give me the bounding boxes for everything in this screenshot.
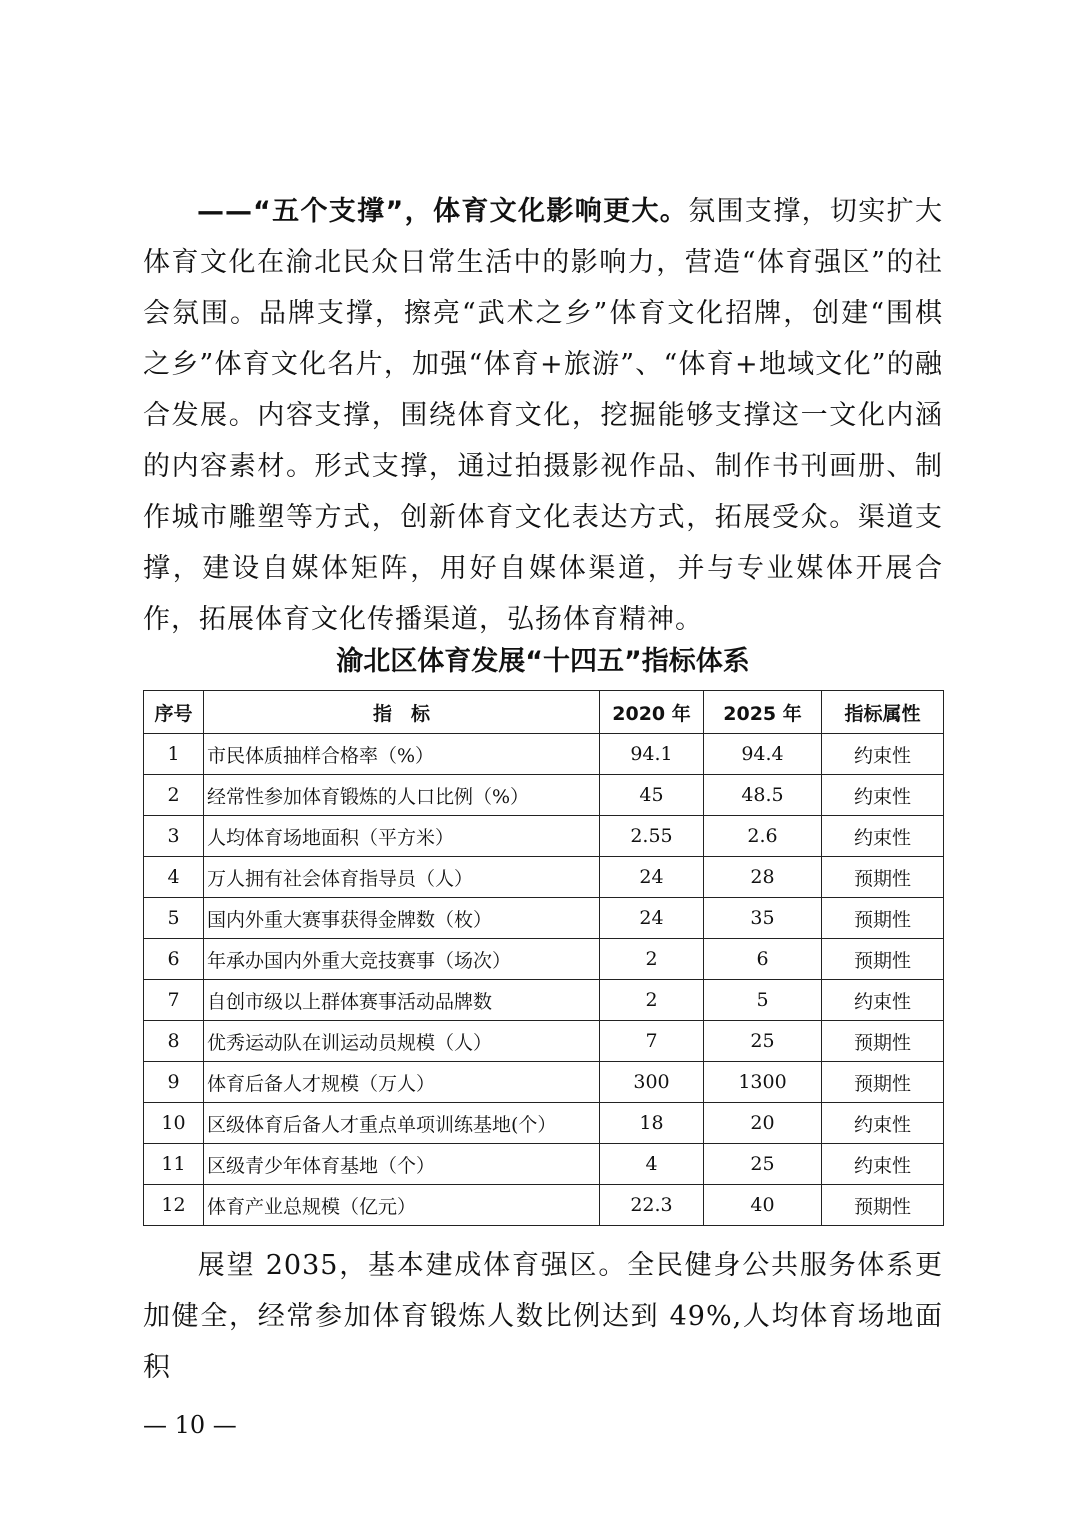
table-row bbox=[144, 734, 944, 775]
cell-2020: 18 bbox=[600, 1103, 704, 1144]
col-header-2020: 2020 年 bbox=[600, 691, 704, 734]
cell-attribute: 预期性 bbox=[822, 1185, 944, 1226]
table-row bbox=[144, 898, 944, 939]
table-row bbox=[144, 775, 944, 816]
cell-attribute: 约束性 bbox=[822, 816, 944, 857]
cell-indicator: 经常性参加体育锻炼的人口比例（%） bbox=[204, 775, 600, 816]
table-header-row bbox=[144, 691, 944, 734]
cell-index: 3 bbox=[144, 816, 204, 857]
cell-2020: 2 bbox=[600, 980, 704, 1021]
cell-2020: 22.3 bbox=[600, 1185, 704, 1226]
cell-attribute: 预期性 bbox=[822, 939, 944, 980]
cell-2020: 4 bbox=[600, 1144, 704, 1185]
cell-indicator: 体育产业总规模（亿元） bbox=[204, 1185, 600, 1226]
cell-index: 6 bbox=[144, 939, 204, 980]
cell-attribute: 约束性 bbox=[822, 980, 944, 1021]
table-row bbox=[144, 1103, 944, 1144]
cell-2025: 6 bbox=[704, 939, 822, 980]
intro-paragraph bbox=[143, 186, 943, 645]
cell-2020: 2.55 bbox=[600, 816, 704, 857]
cell-index: 7 bbox=[144, 980, 204, 1021]
cell-2020: 7 bbox=[600, 1021, 704, 1062]
cell-attribute: 约束性 bbox=[822, 734, 944, 775]
cell-index: 4 bbox=[144, 857, 204, 898]
col-header-attribute: 指标属性 bbox=[822, 691, 944, 734]
cell-index: 1 bbox=[144, 734, 204, 775]
cell-index: 8 bbox=[144, 1021, 204, 1062]
cell-indicator: 自创市级以上群体赛事活动品牌数 bbox=[204, 980, 600, 1021]
cell-index: 11 bbox=[144, 1144, 204, 1185]
cell-index: 12 bbox=[144, 1185, 204, 1226]
cell-index: 9 bbox=[144, 1062, 204, 1103]
cell-2020: 94.1 bbox=[600, 734, 704, 775]
intro-lead: ——“五个支撑”，体育文化影响更大。 bbox=[197, 196, 689, 227]
cell-attribute: 约束性 bbox=[822, 775, 944, 816]
table-row bbox=[144, 980, 944, 1021]
indicator-table bbox=[143, 690, 944, 1226]
cell-indicator: 国内外重大赛事获得金牌数（枚） bbox=[204, 898, 600, 939]
cell-attribute: 预期性 bbox=[822, 1062, 944, 1103]
cell-indicator: 区级青少年体育基地（个） bbox=[204, 1144, 600, 1185]
table-row bbox=[144, 1021, 944, 1062]
cell-2025: 5 bbox=[704, 980, 822, 1021]
cell-2020: 45 bbox=[600, 775, 704, 816]
table-title: 渝北区体育发展“十四五”指标体系 bbox=[336, 646, 750, 677]
cell-attribute: 约束性 bbox=[822, 1144, 944, 1185]
cell-2025: 35 bbox=[704, 898, 822, 939]
col-header-2025: 2025 年 bbox=[704, 691, 822, 734]
table-row bbox=[144, 816, 944, 857]
cell-indicator: 优秀运动队在训运动员规模（人） bbox=[204, 1021, 600, 1062]
cell-indicator: 万人拥有社会体育指导员（人） bbox=[204, 857, 600, 898]
table-row bbox=[144, 939, 944, 980]
cell-2020: 2 bbox=[600, 939, 704, 980]
cell-attribute: 预期性 bbox=[822, 1021, 944, 1062]
table-row bbox=[144, 1144, 944, 1185]
cell-attribute: 预期性 bbox=[822, 898, 944, 939]
cell-2020: 300 bbox=[600, 1062, 704, 1103]
cell-attribute: 约束性 bbox=[822, 1103, 944, 1144]
cell-2020: 24 bbox=[600, 857, 704, 898]
col-header-indicator: 指 标 bbox=[204, 691, 600, 734]
outlook-paragraph bbox=[143, 1240, 943, 1393]
cell-2025: 94.4 bbox=[704, 734, 822, 775]
cell-attribute: 预期性 bbox=[822, 857, 944, 898]
outlook-text: 展望 2035，基本建成体育强区。全民健身公共服务体系更加健全，经常参加体育锻炼人数比例达到 49%,人均体育场地面积 bbox=[143, 1250, 943, 1383]
intro-body: 氛围支撑，切实扩大体育文化在渝北民众日常生活中的影响力，营造“体育强区”的社会氛围。品牌支撑，擦亮“武术之乡”体育文化招牌，创建“围棋之乡”体育文化名片，加强“体育+旅游”、“体育+地域文化”的融合发展。内容支撑，围绕体育文化，挖掘能够支撑这一文化内涵的内容素材。形式支撑，通过拍摄影视作品、制作书刊画册、制作城市雕塑等方式，创新体育文化表达方式，拓展受众。渠道支撑，建设自媒体矩阵，用好自媒体渠道，并与专业媒体开展合作，拓展体育文化传播渠道，弘扬体育精神。 bbox=[143, 196, 943, 635]
cell-2020: 24 bbox=[600, 898, 704, 939]
cell-index: 2 bbox=[144, 775, 204, 816]
page-number: — 10 — bbox=[143, 1411, 237, 1439]
table-row bbox=[144, 1062, 944, 1103]
cell-index: 10 bbox=[144, 1103, 204, 1144]
cell-2025: 20 bbox=[704, 1103, 822, 1144]
cell-2025: 1300 bbox=[704, 1062, 822, 1103]
table-row bbox=[144, 857, 944, 898]
cell-2025: 2.6 bbox=[704, 816, 822, 857]
cell-2025: 28 bbox=[704, 857, 822, 898]
cell-2025: 48.5 bbox=[704, 775, 822, 816]
table-row bbox=[144, 1185, 944, 1226]
cell-indicator: 年承办国内外重大竞技赛事（场次） bbox=[204, 939, 600, 980]
cell-index: 5 bbox=[144, 898, 204, 939]
cell-indicator: 市民体质抽样合格率（%） bbox=[204, 734, 600, 775]
cell-2025: 25 bbox=[704, 1021, 822, 1062]
cell-indicator: 区级体育后备人才重点单项训练基地(个） bbox=[204, 1103, 600, 1144]
cell-indicator: 人均体育场地面积（平方米） bbox=[204, 816, 600, 857]
col-header-index: 序号 bbox=[144, 691, 204, 734]
cell-2025: 25 bbox=[704, 1144, 822, 1185]
cell-indicator: 体育后备人才规模（万人） bbox=[204, 1062, 600, 1103]
cell-2025: 40 bbox=[704, 1185, 822, 1226]
